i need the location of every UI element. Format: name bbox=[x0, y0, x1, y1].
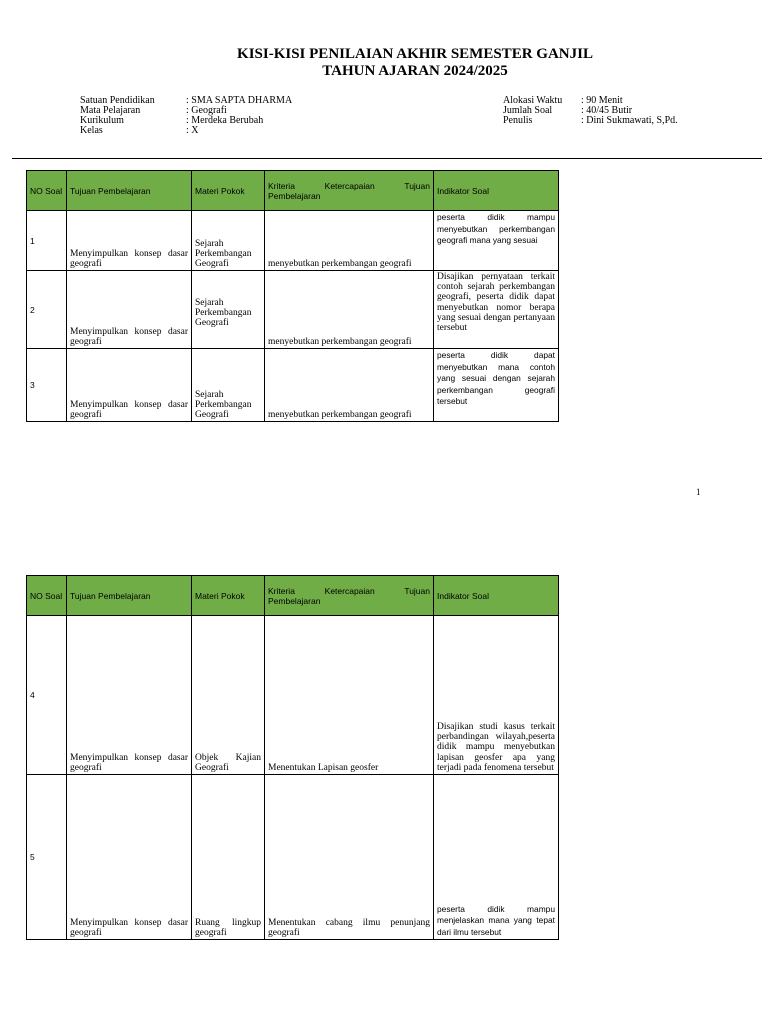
row-kriteria: menyebutkan perkembangan geografi bbox=[265, 349, 434, 422]
header-tujuan: Tujuan Pembelajaran bbox=[67, 576, 192, 616]
document-title-line-2: TAHUN AJARAN 2024/2025 bbox=[322, 63, 508, 79]
row-indikator: peserta didik mampu menjelaskan mana yang tepat dari ilmu tersebut bbox=[434, 775, 559, 940]
info-label-kelas: Kelas bbox=[80, 125, 103, 136]
header-no-soal: NO Soal bbox=[27, 171, 67, 211]
info-label-kurikulum: Kurikulum bbox=[80, 115, 124, 126]
row-tujuan: Menyimpulkan konsep dasar geografi bbox=[67, 616, 192, 775]
header-kriteria: Kriteria Ketercapaian Tujuan Pembelajaran bbox=[265, 576, 434, 616]
table-row bbox=[27, 211, 559, 271]
table-row bbox=[27, 775, 559, 940]
info-right-labels bbox=[503, 96, 562, 126]
header-tujuan: Tujuan Pembelajaran bbox=[67, 171, 192, 211]
row-no: 4 bbox=[27, 616, 67, 775]
info-label-alokasi: Alokasi Waktu bbox=[503, 95, 563, 106]
table-row bbox=[27, 349, 559, 422]
info-value-kelas: : X bbox=[186, 125, 199, 136]
row-no: 3 bbox=[27, 349, 67, 422]
header-kriteria: Kriteria Ketercapaian Tujuan Pembelajaran bbox=[265, 171, 434, 211]
info-value-kurikulum: : Merdeka Berubah bbox=[186, 115, 264, 126]
table-header-row bbox=[27, 171, 559, 211]
info-label-satuan: Satuan Pendidikan bbox=[80, 95, 155, 106]
row-materi: Ruang lingkup geografi bbox=[192, 775, 265, 940]
table-row bbox=[27, 616, 559, 775]
row-indikator: Disajikan pernyataan terkait contoh sejarah perkembangan geografi, peserta didik dapat menyebutkan nomor berapa yang sesuai dengan pertanyaan tersebut bbox=[434, 271, 559, 349]
row-materi: Sejarah Perkembangan Geografi bbox=[192, 349, 265, 422]
info-label-mapel: Mata Pelajaran bbox=[80, 105, 141, 116]
row-kriteria: Menentukan Lapisan geosfer bbox=[265, 616, 434, 775]
info-value-jumlah: : 40/45 Butir bbox=[581, 105, 633, 116]
info-label-penulis: Penulis bbox=[503, 115, 533, 126]
kisi-kisi-table-page-1 bbox=[26, 170, 559, 422]
row-tujuan: Menyimpulkan konsep dasar geografi bbox=[67, 271, 192, 349]
info-value-alokasi: : 90 Menit bbox=[581, 95, 623, 106]
header-indikator: Indikator Soal bbox=[434, 171, 559, 211]
document-title-line-1: KISI-KISI PENILAIAN AKHIR SEMESTER GANJIL bbox=[237, 46, 593, 62]
header-materi: Materi Pokok bbox=[192, 171, 265, 211]
row-no: 2 bbox=[27, 271, 67, 349]
page-number: 1 bbox=[696, 487, 701, 497]
table-row bbox=[27, 271, 559, 349]
info-label-jumlah: Jumlah Soal bbox=[503, 105, 553, 116]
row-kriteria: Menentukan cabang ilmu penunjang geografi bbox=[265, 775, 434, 940]
row-tujuan: Menyimpulkan konsep dasar geografi bbox=[67, 211, 192, 271]
info-right-values bbox=[581, 96, 678, 126]
header-materi: Materi Pokok bbox=[192, 576, 265, 616]
table-header-row bbox=[27, 576, 559, 616]
row-tujuan: Menyimpulkan konsep dasar geografi bbox=[67, 775, 192, 940]
info-value-penulis: : Dini Sukmawati, S,Pd. bbox=[581, 115, 678, 126]
info-value-satuan: : SMA SAPTA DHARMA bbox=[186, 95, 293, 106]
info-left-labels bbox=[80, 96, 155, 136]
row-kriteria: menyebutkan perkembangan geografi bbox=[265, 211, 434, 271]
info-value-mapel: : Geografi bbox=[186, 105, 227, 116]
row-indikator: peserta didik dapat menyebutkan mana contoh yang sesuai dengan sejarah perkembangan geografi tersebut bbox=[434, 349, 559, 422]
row-no: 1 bbox=[27, 211, 67, 271]
info-left-values bbox=[186, 96, 292, 136]
kisi-kisi-table-page-2 bbox=[26, 575, 559, 940]
header-indikator: Indikator Soal bbox=[434, 576, 559, 616]
header-divider bbox=[12, 158, 762, 159]
row-indikator: peserta didik mampu menyebutkan perkembangan geografi mana yang sesuai bbox=[434, 211, 559, 271]
header-no-soal: NO Soal bbox=[27, 576, 67, 616]
row-no: 5 bbox=[27, 775, 67, 940]
row-tujuan: Menyimpulkan konsep dasar geografi bbox=[67, 349, 192, 422]
row-kriteria: menyebutkan perkembangan geografi bbox=[265, 271, 434, 349]
row-materi: Objek Kajian Geografi bbox=[192, 616, 265, 775]
row-indikator: Disajikan studi kasus terkait perbandingan wilayah,peserta didik mampu menyebutkan lapisan geosfer apa yang terjadi pada fenomena tersebut bbox=[434, 616, 559, 775]
row-materi: Sejarah Perkembangan Geografi bbox=[192, 211, 265, 271]
row-materi: Sejarah Perkembangan Geografi bbox=[192, 271, 265, 349]
